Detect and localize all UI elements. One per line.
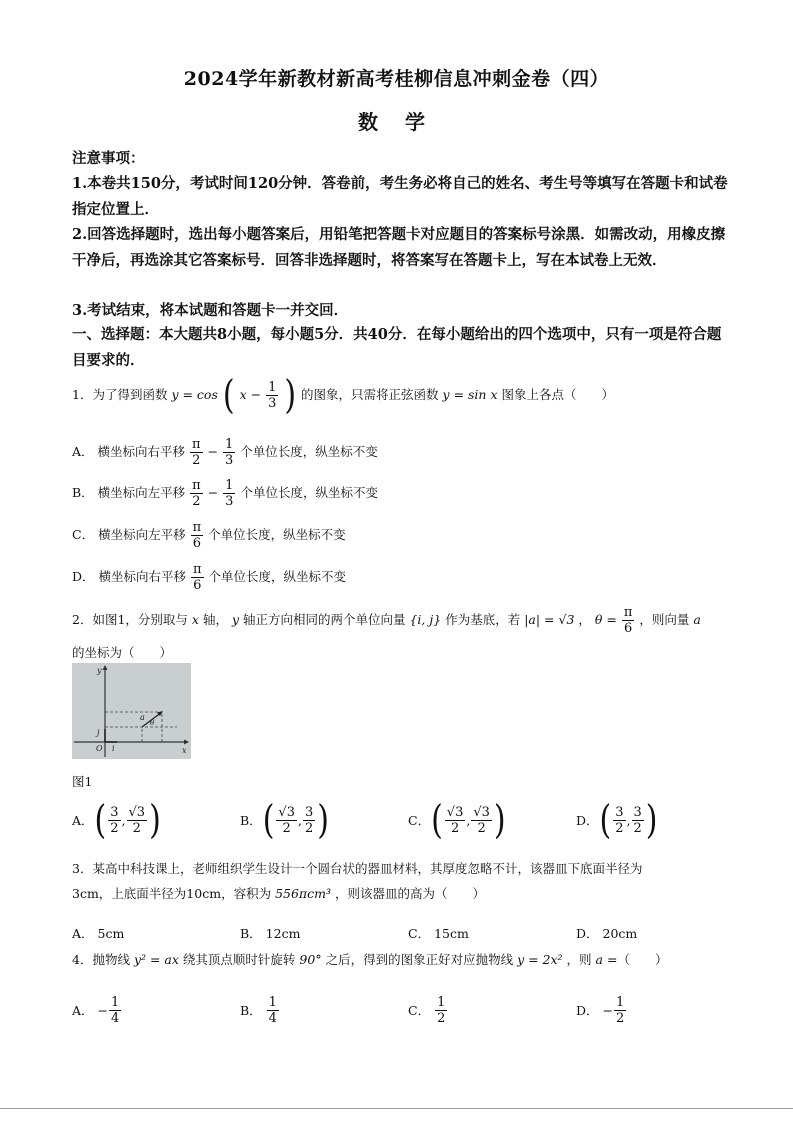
q4-option-c[interactable] <box>408 988 448 1032</box>
q1-suffix: 图象上各点（ ） <box>501 387 614 402</box>
frac-den: 2 <box>616 1010 625 1026</box>
option-value: 15cm <box>434 925 469 941</box>
right-paren: ) <box>149 797 161 843</box>
q2-options <box>72 795 752 845</box>
q2-text: 轴， <box>202 612 228 627</box>
right-paren: ) <box>493 797 506 843</box>
frac-num: 1 <box>437 994 446 1010</box>
q2-text: 作为基底，若 <box>445 612 521 627</box>
frac-den: 2 <box>282 820 291 836</box>
q3-option-c[interactable] <box>408 913 469 953</box>
y-axis-arrow <box>103 665 108 670</box>
option-fraction <box>632 805 644 836</box>
q2-theta: θ = <box>594 612 617 627</box>
q3-option-a[interactable] <box>72 913 124 953</box>
q2-y: y <box>231 612 239 627</box>
q2-comma: ， <box>578 612 591 627</box>
q2-text: ，则向量 <box>639 612 690 627</box>
label-a: a <box>140 713 145 722</box>
q4-text: ，则 <box>566 952 592 967</box>
option-letter: B． <box>240 1003 262 1018</box>
option-value: 12cm <box>265 925 301 941</box>
option-value: 5cm <box>97 925 125 941</box>
q1-prefix: 1．为了得到函数 <box>72 387 168 402</box>
frac-num: 3 <box>615 804 624 820</box>
frac-num: 1 <box>225 437 234 452</box>
left-paren: ( <box>262 797 275 843</box>
label-i: i <box>112 744 115 753</box>
option-text: 个单位长度，纵坐标不变 <box>240 485 378 500</box>
left-paren: ( <box>94 797 107 843</box>
q1-frac-den: 3 <box>268 396 277 411</box>
frac-num: π <box>193 562 202 577</box>
q3-text: 3cm，上底面半径为10cm，容积为 <box>72 886 272 901</box>
frac-den: 2 <box>132 820 141 836</box>
q1-func2: y = sin x <box>442 387 498 402</box>
option-letter: A． <box>72 444 94 459</box>
frac-num: 1 <box>268 994 277 1010</box>
q4-equation-1: y² = ax <box>133 952 179 967</box>
q1-option-b[interactable] <box>72 478 378 509</box>
option-letter: A． <box>72 926 94 941</box>
option-letter: A． <box>72 1003 94 1018</box>
frac-num: √3 <box>446 804 464 820</box>
q1-x-minus: x − <box>239 387 262 402</box>
frac-den: 2 <box>450 820 460 836</box>
frac-num: √3 <box>278 804 295 820</box>
option-letter: D． <box>576 1003 599 1018</box>
minus-sign: − <box>207 444 219 459</box>
q2-vector-a: a <box>693 612 701 627</box>
q1-frac-num: 1 <box>268 380 277 395</box>
question-1 <box>72 372 614 419</box>
option-fraction <box>108 805 120 836</box>
frac-den: 2 <box>437 1010 446 1026</box>
q4-option-a[interactable] <box>72 988 122 1032</box>
notice-item-1: 1.本卷共150分，考试时间120分钟．答卷前，考生务必将自己的姓名、考生号等填写在答题卡和试卷指定位置上． <box>72 175 728 218</box>
option-text: 横坐标向右平移 <box>97 444 186 459</box>
frac-num: π <box>623 605 633 620</box>
q2-magnitude: |a| = √3 <box>524 612 575 627</box>
frac-den: 2 <box>304 820 314 836</box>
right-paren: ) <box>645 797 658 843</box>
frac-num: √3 <box>473 804 490 820</box>
q2-text: 轴正方向相同的两个单位向量 <box>242 612 406 627</box>
q4-options <box>72 988 752 1032</box>
frac-den: 2 <box>110 820 119 836</box>
option-fraction <box>190 478 203 509</box>
option-letter: B． <box>240 926 262 941</box>
frac-num: π <box>192 437 201 452</box>
option-letter: C． <box>408 1003 431 1018</box>
option-fraction <box>445 805 466 836</box>
frac-num: π <box>192 520 202 535</box>
q2-line-2: 的坐标为（ ） <box>72 645 173 660</box>
q2-option-a[interactable]: A． ( $\frac{3}{2}$ , $\frac{√3}{2}$ ) <box>72 797 161 843</box>
q1-func: y = cos <box>171 387 218 402</box>
q4-text: 绕其顶点顺时针旋转 <box>182 952 296 967</box>
option-fraction <box>276 805 297 836</box>
frac-den: 6 <box>193 578 202 593</box>
option-fraction <box>223 478 235 509</box>
frac-num: 3 <box>110 804 119 820</box>
frac-den: 2 <box>615 820 624 836</box>
q2-option-d[interactable]: D． ( $\frac{3}{2}$ , $\frac{3}{2}$ ) <box>576 797 658 843</box>
frac-den: 3 <box>225 494 234 509</box>
q4-angle: 90° <box>299 952 322 967</box>
q4-option-b[interactable] <box>240 988 280 1032</box>
option-fraction <box>471 805 492 836</box>
right-paren: ) <box>317 797 329 843</box>
left-paren: ( <box>431 797 443 843</box>
option-text: 横坐标向右平移 <box>98 569 187 584</box>
q4-variable-a: a <box>595 952 603 967</box>
frac-num: 1 <box>111 994 120 1010</box>
notice-item-2: 2.回答选择题时，选出每小题答案后，用铅笔把答题卡对应题目的答案标号涂黑．如需改动，用橡皮擦干净后，再选涂其它答案标号．回答非选择题时，将答案写在答题卡上，写在本试卷上无效． <box>72 226 726 269</box>
option-fraction <box>127 805 148 836</box>
q1-option-c[interactable] <box>72 520 346 551</box>
option-letter: D． <box>72 569 95 584</box>
option-text: 横坐标向左平移 <box>97 485 186 500</box>
option-text: 个单位长度，纵坐标不变 <box>208 569 347 584</box>
option-letter: B． <box>240 813 262 828</box>
notice-heading: 注意事项： <box>72 150 145 167</box>
option-letter: C． <box>408 926 431 941</box>
question-2 <box>72 605 701 636</box>
option-letter: B． <box>72 485 94 500</box>
option-fraction <box>191 562 204 593</box>
right-paren: ) <box>284 372 297 419</box>
q2-option-b[interactable]: B． ( $\frac{√3}{2}$ , $\frac{3}{2}$ ) <box>240 797 329 843</box>
q4-text: 之后，得到的图象正好对应抛物线 <box>325 952 514 967</box>
q1-option-a[interactable] <box>72 437 378 468</box>
q1-fraction <box>266 380 278 411</box>
q3-text: ，则该器皿的高为（ ） <box>335 886 486 901</box>
question-4 <box>72 950 667 968</box>
option-fraction <box>267 995 279 1026</box>
q2-option-c[interactable]: C． ( $\frac{√3}{2}$ , $\frac{√3}{2}$ ) <box>408 797 506 843</box>
option-fraction <box>435 995 447 1026</box>
frac-den: 2 <box>192 453 201 468</box>
q3-option-b[interactable] <box>240 913 300 953</box>
q4-equation-2: y = 2x² <box>517 952 563 967</box>
q3-volume: 556πcm³ <box>275 886 332 901</box>
frac-num: 1 <box>616 994 625 1010</box>
q2-basis: {i, j} <box>409 612 442 627</box>
page-bottom-divider <box>0 1108 793 1109</box>
frac-den: 4 <box>111 1010 120 1026</box>
label-x: x <box>182 746 187 755</box>
q2-theta-fraction <box>622 605 635 636</box>
frac-den: 2 <box>192 494 201 509</box>
label-j: j <box>97 728 100 737</box>
option-fraction <box>190 437 203 468</box>
minus-sign: − <box>207 485 219 500</box>
frac-num: 3 <box>304 804 314 820</box>
figure-caption: 图1 <box>72 774 93 789</box>
option-sign: − <box>97 1002 108 1018</box>
frac-den: 2 <box>477 820 486 836</box>
q4-text: 4．抛物线 <box>72 952 130 967</box>
label-o: O <box>96 744 103 753</box>
option-letter: D． <box>576 926 599 941</box>
q4-option-d[interactable] <box>576 988 627 1032</box>
option-text: 横坐标向左平移 <box>98 527 186 542</box>
left-paren: ( <box>599 797 612 843</box>
option-letter: C． <box>408 813 431 828</box>
figure-1-diagram <box>72 663 191 759</box>
option-value: 20cm <box>602 925 638 941</box>
option-text: 个单位长度，纵坐标不变 <box>240 444 378 459</box>
option-sign: − <box>602 1002 613 1018</box>
option-fraction <box>613 805 625 836</box>
option-fraction <box>303 805 315 836</box>
q1-mid: 的图象，只需将正弦函数 <box>301 387 439 402</box>
q3-option-d[interactable] <box>576 913 637 953</box>
option-fraction <box>191 520 204 551</box>
frac-den: 6 <box>624 621 633 636</box>
label-y: y <box>97 666 102 675</box>
question-3-line-2 <box>72 884 485 902</box>
section-1-heading: 一、选择题：本大题共8小题，每小题5分．共40分．在每小题给出的四个选项中，只有一项是符合题目要求的． <box>72 326 722 369</box>
option-letter: C． <box>72 527 95 542</box>
frac-den: 6 <box>192 536 201 551</box>
subject-title: 数 学 <box>358 110 435 134</box>
q1-option-d[interactable] <box>72 562 346 593</box>
option-fraction <box>109 995 121 1026</box>
x-axis-arrow <box>184 740 189 745</box>
frac-den: 2 <box>633 820 642 836</box>
exam-title: 2024学年新教材新高考桂柳信息冲刺金卷（四） <box>183 68 610 90</box>
option-text: 个单位长度，纵坐标不变 <box>208 527 346 542</box>
q2-x: x <box>191 612 199 627</box>
figure-1 <box>72 663 191 759</box>
frac-den: 4 <box>268 1010 277 1026</box>
frac-num: 3 <box>633 804 642 820</box>
frac-num: √3 <box>128 804 146 820</box>
frac-den: 3 <box>225 453 234 468</box>
q4-text: =（ ） <box>606 952 668 967</box>
option-letter: D． <box>576 813 599 828</box>
question-3-line-1: 3．某高中科技课上，老师组织学生设计一个圆台状的器皿材料，其厚度忽略不计，该器皿下底面半径为 <box>72 861 643 876</box>
option-letter: A． <box>72 813 94 828</box>
frac-num: π <box>192 478 201 493</box>
option-fraction <box>223 437 235 468</box>
label-theta: θ <box>150 719 155 727</box>
notice-item-3: 3.考试结束，将本试题和答题卡一并交回． <box>72 302 349 319</box>
left-paren: ( <box>222 372 235 419</box>
q3-options <box>72 913 752 953</box>
option-fraction <box>614 995 626 1026</box>
q2-text: 2．如图1，分别取与 <box>72 612 188 627</box>
frac-num: 1 <box>225 478 234 493</box>
